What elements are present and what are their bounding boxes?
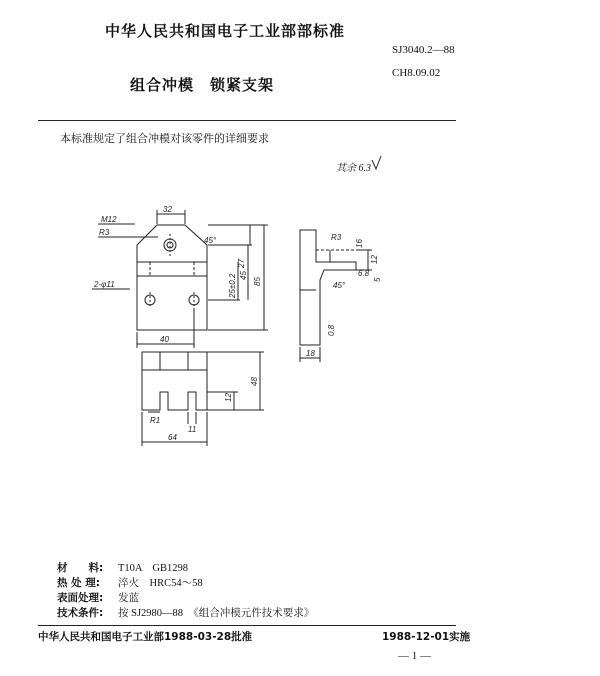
side-dim-18: 18 bbox=[306, 349, 315, 358]
dim-45: 45 bbox=[239, 271, 248, 280]
spec-label-heat-treatment: 热 处 理: bbox=[57, 577, 101, 589]
roughness-note: 其余 6.3 bbox=[336, 163, 371, 174]
spec-value-surface: 发蓝 bbox=[118, 593, 139, 604]
side-dim-angle-45: 45° bbox=[333, 281, 346, 290]
issuing-body: 中华人民共和国电子工业部部标准 bbox=[105, 22, 346, 40]
dim-r3: R3 bbox=[99, 228, 110, 237]
side-dim-16: 16 bbox=[355, 239, 364, 248]
dim-40: 40 bbox=[160, 335, 169, 344]
dim-r1: R1 bbox=[150, 416, 161, 425]
standard-number: SJ3040.2—88 bbox=[392, 44, 455, 56]
classification-code: CH8.09.02 bbox=[392, 67, 441, 79]
dim-m12: M12 bbox=[101, 215, 117, 224]
dim-85: 85 bbox=[253, 277, 262, 286]
side-dim-12: 12 bbox=[370, 255, 379, 264]
dim-angle-45: 45° bbox=[204, 236, 217, 245]
effective-date: 1988-12-01实施 bbox=[382, 631, 471, 643]
spec-label-material: 材 料: bbox=[57, 562, 104, 574]
side-dim-r3: R3 bbox=[331, 233, 342, 242]
side-dim-0-8: 0.8 bbox=[327, 324, 336, 336]
dim-32: 32 bbox=[163, 205, 172, 214]
spec-value-technical: 按 SJ2980—88 《组合冲模元件技术要求》 bbox=[118, 608, 315, 619]
dim-11: 11 bbox=[188, 425, 197, 434]
dim-27: 27 bbox=[237, 259, 246, 268]
dim-48: 48 bbox=[250, 377, 259, 386]
spec-value-heat-treatment: 淬火 HRC54～58 bbox=[118, 578, 203, 589]
document-title: 组合冲模 锁紧支架 bbox=[130, 76, 275, 94]
dim-holes: 2-φ11 bbox=[94, 280, 115, 289]
footer-rule bbox=[38, 625, 456, 626]
front-view-outline bbox=[137, 225, 207, 330]
dim-25: 25±0.2 bbox=[228, 273, 237, 298]
spec-value-material: T10A GB1298 bbox=[118, 563, 189, 574]
dim-12: 12 bbox=[224, 393, 233, 402]
spec-label-technical: 技术条件: bbox=[57, 607, 104, 619]
spec-label-surface: 表面处理: bbox=[57, 592, 104, 604]
m12-hole bbox=[164, 239, 176, 251]
page-number: — 1 — bbox=[398, 650, 431, 662]
intro-text: 本标准规定了组合冲模对该零件的详细要求 bbox=[60, 133, 269, 145]
side-dim-6-8: 6.8 bbox=[358, 269, 370, 278]
side-dim-5: 5 bbox=[373, 277, 382, 282]
approval-line: 中华人民共和国电子工业部1988-03-28批准 bbox=[38, 631, 253, 643]
dim-64: 64 bbox=[168, 433, 177, 442]
top-view-outline bbox=[142, 352, 207, 410]
